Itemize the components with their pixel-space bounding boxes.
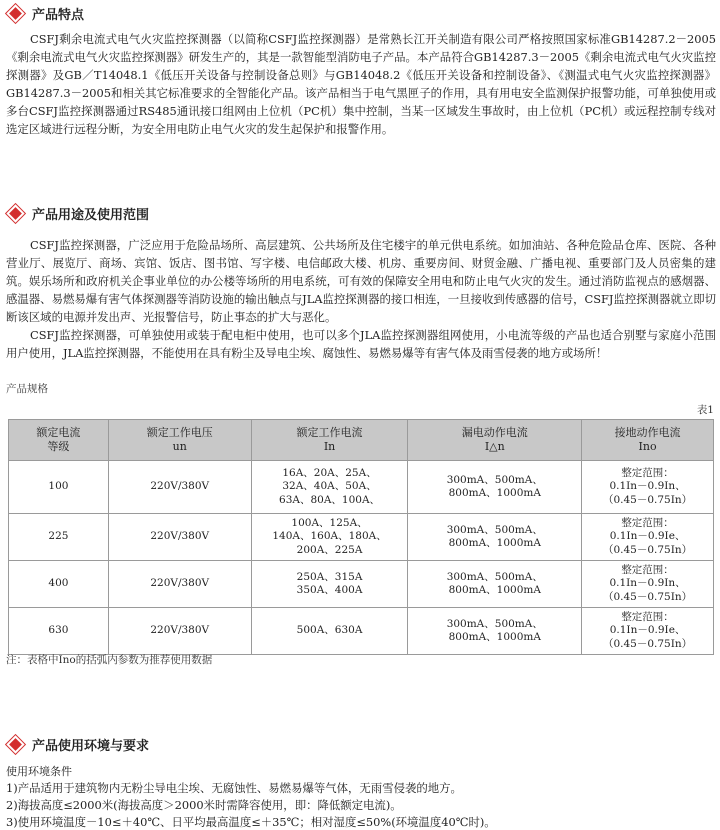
spec-label: 产品规格 xyxy=(6,383,48,395)
environment-subtitle: 使用环境条件 xyxy=(6,765,72,778)
cell-line: 整定范围： xyxy=(621,466,674,479)
cell-line: 32A、40A、50A、 xyxy=(282,480,377,493)
header-line: 等级 xyxy=(47,440,70,453)
cell-line: 整定范围： xyxy=(621,563,674,576)
cell-line: 800mA、1000mA xyxy=(448,584,541,596)
table-cell xyxy=(251,514,408,561)
cell-line: 300mA、500mA、 xyxy=(446,570,543,583)
diamond-bullet-icon xyxy=(9,738,22,751)
header-line: In xyxy=(323,440,336,453)
cell-line: （0.45－0.75In） xyxy=(602,543,693,556)
table-cell xyxy=(582,461,714,514)
table-header-cell xyxy=(108,420,251,461)
cell-line: （0.45－0.75In） xyxy=(602,637,693,650)
table-cell: 220V/380V xyxy=(108,461,251,514)
table-cell: 220V/380V xyxy=(108,608,251,655)
cell-line: 0.1In－0.9Ie、 xyxy=(609,624,686,637)
table-header-cell xyxy=(251,420,408,461)
cell-line: 100A、125A、 xyxy=(291,516,368,529)
table-number: 表1 xyxy=(696,404,714,416)
cell-line: 200A、225A xyxy=(296,543,363,556)
header-line: I△n xyxy=(484,440,505,453)
environment-item: 1)产品适用于建筑物内无粉尘导电尘埃、无腐蚀性、易燃易爆等气体，无雨雪侵袭的地方。 xyxy=(6,781,462,795)
header-line: 额定电流 xyxy=(36,426,81,439)
features-paragraph: CSFJ剩余电流式电气火灾监控探测器（以简称CSFJ监控探测器）是常熟长江开关制造有限公司严格按照国家标准GB14287.2－2005《剩余电流式电气火灾监控探测器》研发生产的，其是一款智能型消防电子产品。本产品符合GB14287.3－2005《剩余电流式电气火灾监控探测器》及GB／T14048.1《低压开关设备与控制设备总则》与GB14048.2《低压开关设备和控制设备》、《测温式电气火灾监控探测器》GB14287.3－2005和相关其它标准要求的全智能化产品。该产品相当于电气黑匣子的作用，具有用电安全监测保护报警功能，可单独使用或多台CSFJ监控探测器通过RS485通讯接口组网由上位机（PC机）集中控制，当某一区域发生事故时，由上位机（PC机）或远程控制专线对选定区域进行远程分断，为安全用电防止电气火灾的发生起保护和报警作用。 xyxy=(6,32,716,137)
cell-line: 300mA、500mA、 xyxy=(446,617,543,630)
table-cell: 225 xyxy=(9,514,109,561)
table-cell xyxy=(251,561,408,608)
cell-line: 0.1In－0.9In、 xyxy=(609,577,686,590)
table-row xyxy=(9,514,714,561)
table-cell xyxy=(408,561,582,608)
cell-line: 整定范围： xyxy=(621,516,674,529)
cell-line: 63A、80A、100A、 xyxy=(279,493,381,506)
cell-line: 140A、160A、180A、 xyxy=(272,530,387,543)
cell-line: 整定范围： xyxy=(621,610,674,623)
header-line: 接地动作电流 xyxy=(614,426,681,439)
header-line: un xyxy=(172,440,187,453)
table-header-cell xyxy=(408,420,582,461)
table-cell xyxy=(582,514,714,561)
table-cell xyxy=(582,608,714,655)
environment-item: 2)海拔高度≤2000米(海拔高度＞2000米时需降容使用，即：降低额定电流)。 xyxy=(6,798,402,812)
table-header-cell xyxy=(9,420,109,461)
cell-line: 300mA、500mA、 xyxy=(446,473,543,486)
table-cell xyxy=(408,514,582,561)
cell-line: 800mA、1000mA xyxy=(448,537,541,549)
table-row xyxy=(9,561,714,608)
section-title: 产品使用环境与要求 xyxy=(32,738,150,754)
cell-line: 16A、20A、25A、 xyxy=(282,466,377,479)
table-cell: 100 xyxy=(9,461,109,514)
table-cell xyxy=(408,608,582,655)
table-cell: 400 xyxy=(9,561,109,608)
usage-paragraph-1: CSFJ监控探测器，广泛应用于危险品场所、高层建筑、公共场所及住宅楼宇的单元供电系统。如加油站、各种危险品仓库、医院、各种营业厅、展览厅、商场、宾馆、饭店、图书馆、写字楼、电信邮政大楼、机房、重要房间、财贸金融、广播电视、重要部门及人员密集的建筑。娱乐场所和政府机关企事业单位的办公楼等场所的用电系统，可有效的保障安全用电和防止电气火灾的发生。通过消防监视点的感烟器、感温器、易燃易爆有害气体探测器等消防设施的输出触点与JLA监控探测器的接口相连，一旦接收到传感器的信号，CSFJ监控探测器就立即切断该区域的电源并发出声、光报警信号，防止事态的扩大与恶化。 xyxy=(6,238,717,325)
table-cell xyxy=(582,561,714,608)
table-cell xyxy=(408,461,582,514)
environment-item: 3)使用环境温度－10≤＋40℃、日平均最高温度≤＋35℃；相对湿度≤50%(环境温度40℃时)。 xyxy=(6,815,496,829)
section-title: 产品用途及使用范围 xyxy=(32,207,150,223)
table-cell: 220V/380V xyxy=(108,561,251,608)
header-line: 漏电动作电流 xyxy=(461,426,528,439)
table-row xyxy=(9,608,714,655)
cell-line: 800mA、1000mA xyxy=(448,631,541,643)
header-line: Ino xyxy=(638,440,657,453)
cell-line: 350A、400A xyxy=(296,584,363,596)
cell-line: 300mA、500mA、 xyxy=(446,523,543,536)
section-header-usage xyxy=(6,202,149,224)
table-cell xyxy=(251,608,408,655)
diamond-bullet-icon xyxy=(9,207,22,220)
table-cell: 630 xyxy=(9,608,109,655)
cell-line: 0.1In－0.9Ie、 xyxy=(609,530,686,543)
cell-line: 800mA、1000mA xyxy=(448,487,541,499)
table-cell xyxy=(251,461,408,514)
spec-table xyxy=(8,419,714,655)
header-line: 额定工作电流 xyxy=(296,426,363,439)
table-cell: 220V/380V xyxy=(108,514,251,561)
diamond-bullet-icon xyxy=(9,7,22,20)
section-title: 产品特点 xyxy=(32,7,85,23)
cell-line: 250A、315A xyxy=(296,570,363,583)
cell-line: 0.1In－0.9In、 xyxy=(609,480,686,493)
cell-line: （0.45－0.75In） xyxy=(602,590,693,603)
section-header-features xyxy=(6,2,84,24)
cell-line: （0.45－0.75In） xyxy=(602,493,693,506)
table-header-row xyxy=(9,420,714,461)
table-header-cell xyxy=(582,420,714,461)
usage-paragraph-2: CSFJ监控探测器，可单独使用或装于配电柜中使用，也可以多个JLA监控探测器组网使用，小电流等级的产品也适合别墅与家庭小范围用户使用，JLA监控探测器，不能使用在具有粉尘及导电尘埃、腐蚀性、易燃易爆等有害气体及雨雪侵袭的地方或场所！ xyxy=(6,328,716,361)
header-line: 额定工作电压 xyxy=(146,426,213,439)
cell-line: 500A、630A xyxy=(296,624,363,637)
table-row xyxy=(9,461,714,514)
section-header-environment xyxy=(6,733,149,755)
table-note: 注：表格中Ino的括弧内参数为推荐使用数据 xyxy=(6,654,213,666)
